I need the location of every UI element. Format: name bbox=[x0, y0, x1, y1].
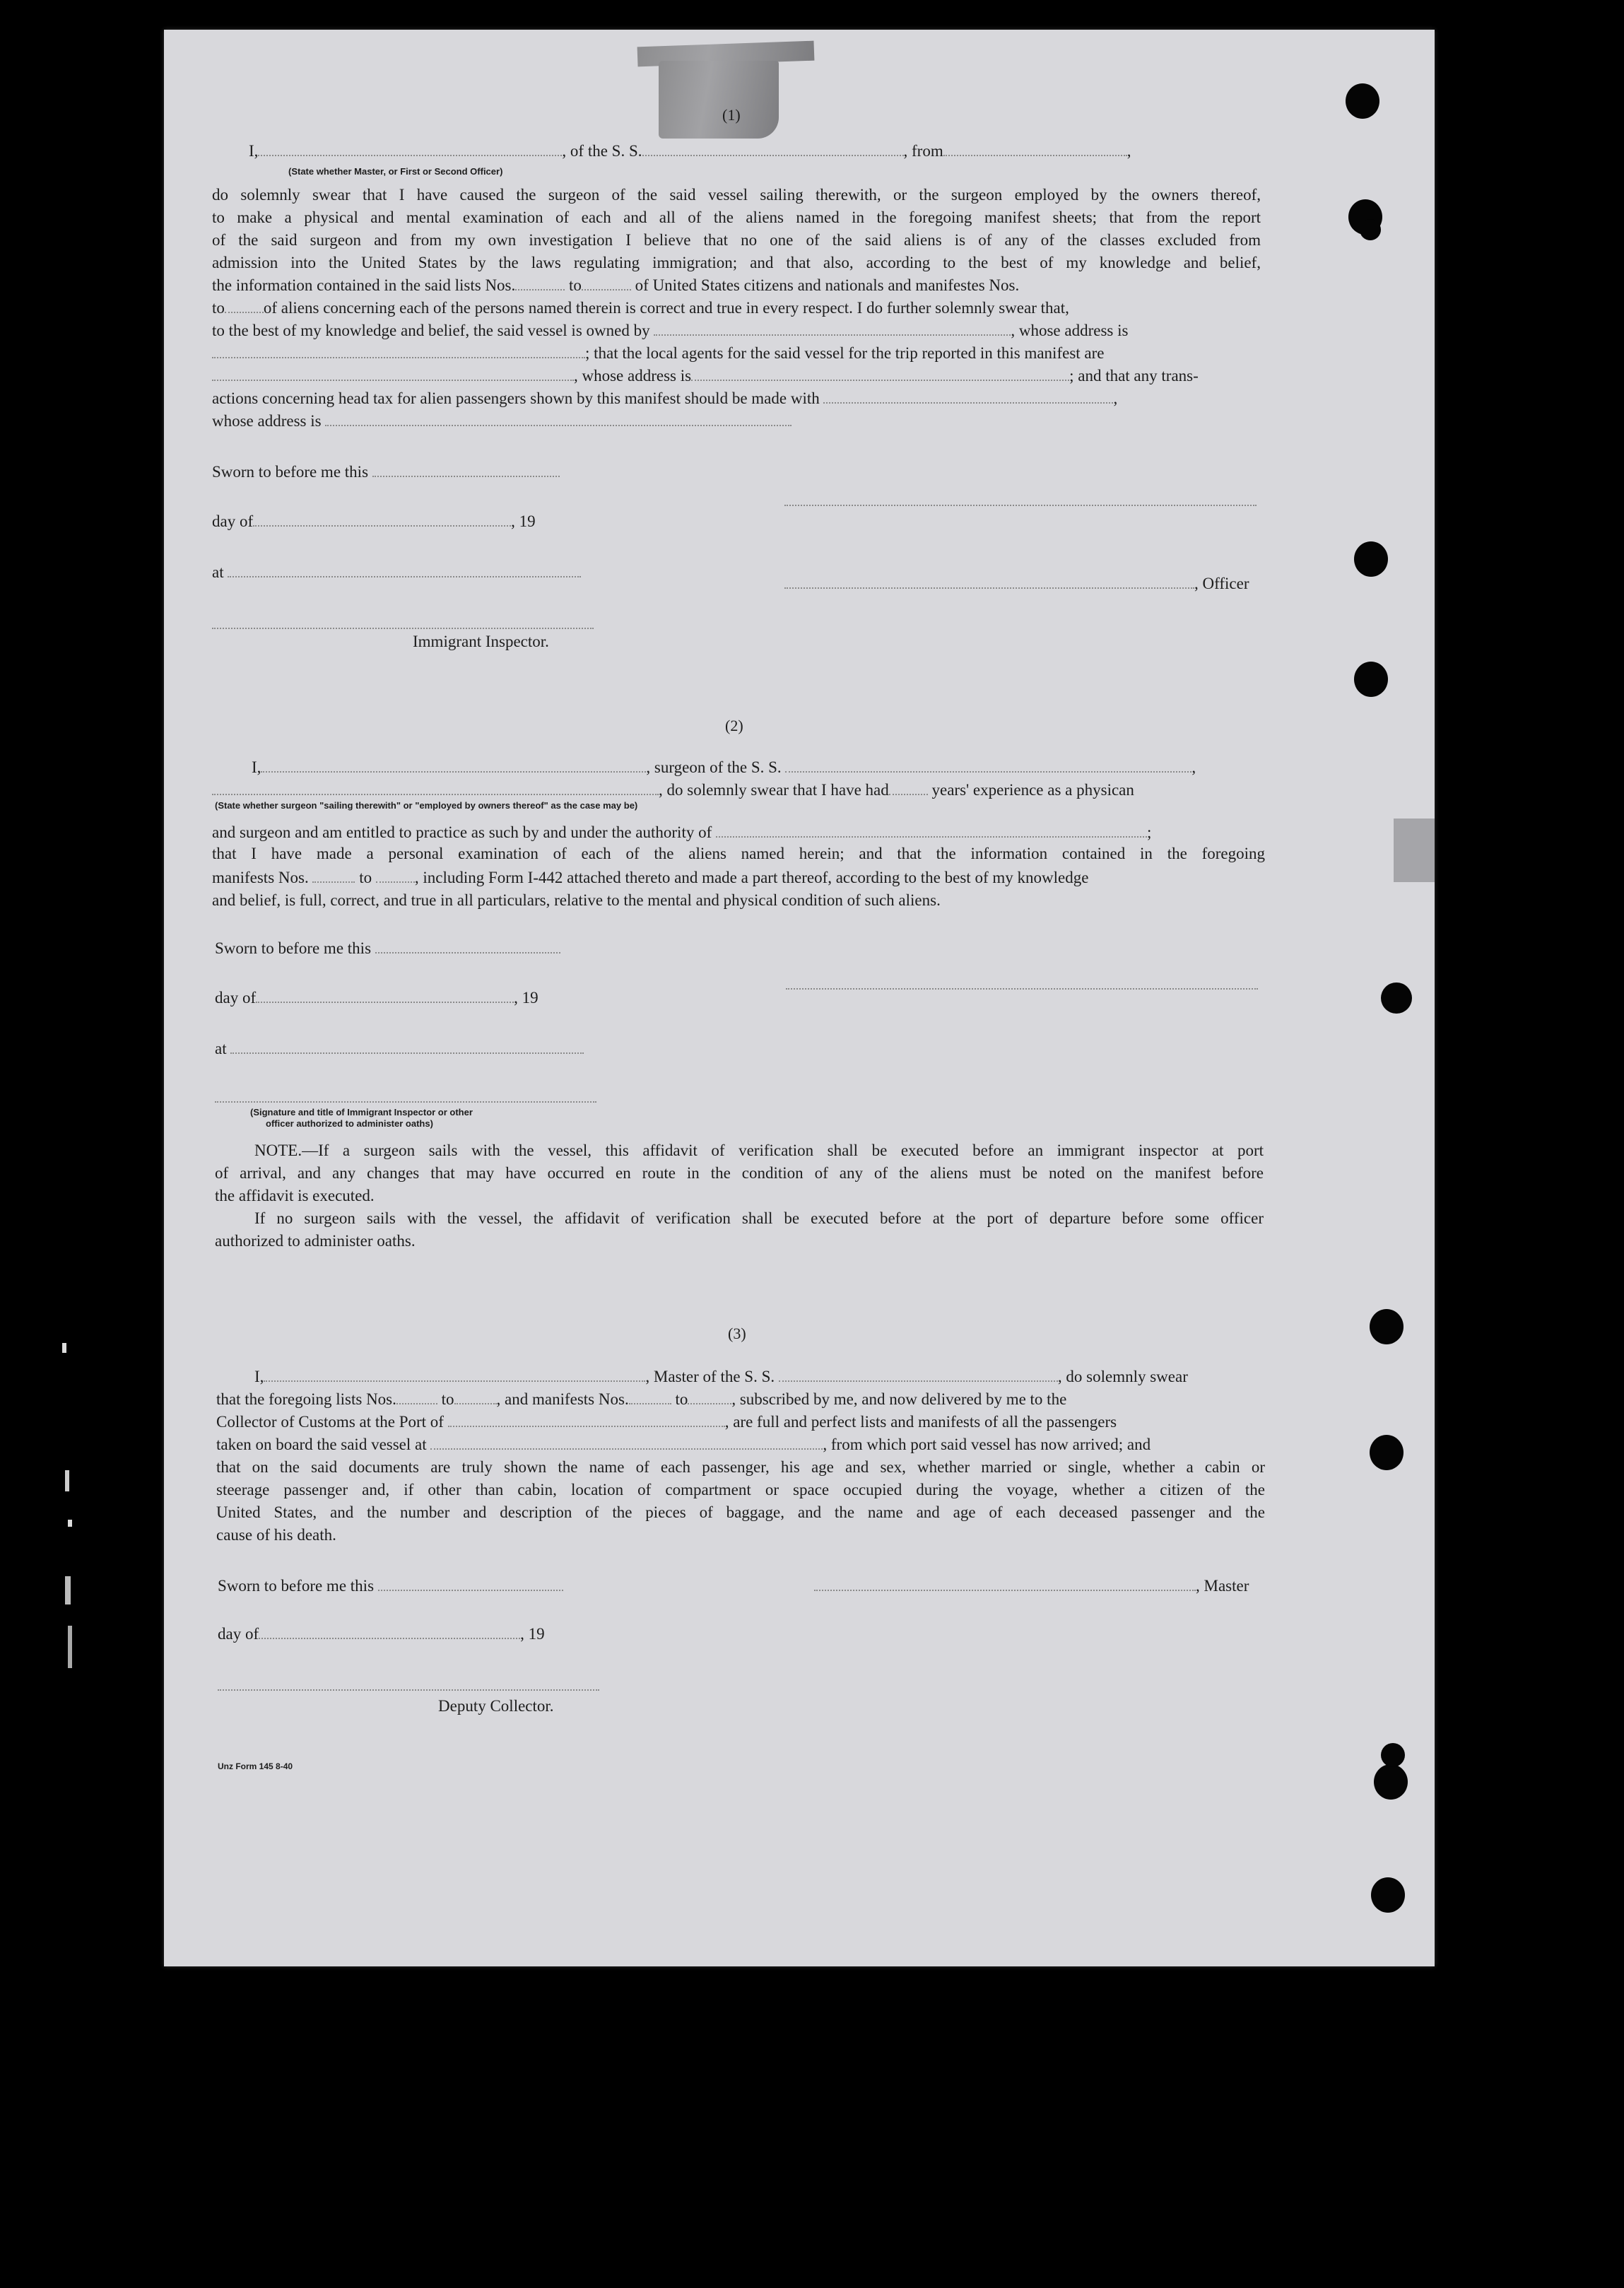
s1-signature-line bbox=[784, 505, 1257, 506]
tape-mark bbox=[659, 61, 779, 139]
s1-line1: I, , of the S. S. , from , bbox=[249, 142, 1131, 160]
s2-inspector-line bbox=[215, 1101, 596, 1103]
margin-mark bbox=[68, 1626, 72, 1668]
section-2-number: (2) bbox=[725, 717, 743, 734]
s3-deputy-line bbox=[218, 1689, 599, 1691]
s2-sig-note-1: (Signature and title of Immigrant Inspector or other bbox=[250, 1107, 473, 1117]
index-tab bbox=[1394, 819, 1435, 882]
s2-sig-note-2: officer authorized to administer oaths) bbox=[266, 1118, 433, 1129]
s1-line9: , whose address is ; and that any trans- bbox=[212, 366, 1199, 386]
document-page: (1) I, , of the S. S. , from , (State whether Master, or First or Second Officer) do solemnly swear that I have caused the surgeon of the said vessel sailing therewith, or the surgeon employed by the owners thereof, to make a physical and mental examination of each and all of the aliens named in the foregoing manifest sheets; that from the report of the said surgeon and from my own investigation I believe that no one of the said aliens is of any of the classes excluded from admission into the United States by the laws regulating immigration; and that also, according to the best of my knowledge and belief, the information contained in the said lists Nos. to of United States citizens and nationals and manifestes Nos. to of aliens concerning each of the persons named therein is correct and true in every respect. I do further solemnly swear that, to the best of my knowledge and belief, the said vessel is owned by , whose address is ; that the local agents for the said vessel for the trip reported in this manifest are , whose address is ; and that any trans- actions concerning head tax for alien passengers shown by this manifest should be made with , whose address is Sworn to before me this day of , 19 at , Officer Immigrant Inspector. (2) I, , surgeon of the S. S. , , do solemnly swear that I have had years' experience as a physican (State whether surgeon "sailing therewith" or "employed by owners thereof" as the case may be) and surgeon and am entitled to practice as such by and under the authority of ; that I have made a personal examination of each of the aliens named herein; and that the information contained in the foregoing manifests Nos. to , including Form I-442 attached thereto and made a part thereof, according to the best of my knowledge and belief, is full, correct, and true in all particulars, relative to the mental and physical condition of such aliens. Sworn to before me this day of , 19 at (Signature and title of Immigrant Inspector or other officer authorized to administer oaths) NOTE.—If a surgeon sails with the vessel, this affidavit of verification shall be executed before an immigrant inspector at port of arrival, and any changes that may have occurred en route in the condition of any of the aliens must be noted on the manifest before the affidavit is executed. If no surgeon sails with the vessel, the affidavit of verification shall be executed before at the port of departure before some officer authorized to administer oaths. (3) I, , Master of the S. S. , do solemnly swear that the foregoing lists Nos. to , and manifests Nos. to , subscribed by me, and now delivered by me to the Collector of Customs at the Port of , are full and perfect lists and manifests of all the passengers taken on board the said vessel at , from which port said vessel has now arrived; and that on the said documents are truly shown the name of each passenger, his age and sex, whether married or single, whether a cabin or steerage passenger and, if other than cabin, location of compartment or space occupied during the voyage, whether a citizen of the United States, and the number and description of the pieces of baggage, and the name and age of each deceased passenger and the cause of his death. Sworn to before me this , Master day of , 19 Deputy Collector. Unz Form 145 8-40 bbox=[164, 30, 1435, 1966]
s2-signature-line bbox=[786, 988, 1258, 990]
punch-hole bbox=[1360, 219, 1381, 240]
s3-line2: that the foregoing lists Nos. to , and manifests Nos. to , subscribed by me, and now delivered by me to the bbox=[216, 1390, 1067, 1408]
punch-hole bbox=[1354, 662, 1388, 697]
s2-line5: manifests Nos. to , including Form I-442 attached thereto and made a part thereof, according to the best of my knowledge bbox=[212, 869, 1089, 886]
punch-hole bbox=[1381, 982, 1412, 1014]
s1-line5: the information contained in the said lists Nos. to of United States citizens and nationals and manifestes Nos. bbox=[212, 276, 1020, 294]
s3-line1: I, , Master of the S. S. , do solemnly swear bbox=[254, 1368, 1188, 1385]
s3-day: day of , 19 bbox=[218, 1625, 545, 1643]
section-1-number: (1) bbox=[722, 106, 741, 124]
margin-mark bbox=[65, 1576, 71, 1604]
s1-officer: , Officer bbox=[784, 574, 1249, 594]
s1-inspector: Immigrant Inspector. bbox=[413, 633, 549, 650]
s1-line7: to the best of my knowledge and belief, the said vessel is owned by , whose address is bbox=[212, 322, 1129, 339]
margin-mark bbox=[65, 1470, 69, 1491]
s3-deputy: Deputy Collector. bbox=[438, 1697, 554, 1715]
s2-sworn: Sworn to before me this bbox=[215, 939, 560, 958]
s2-line4: that I have made a personal examination of each of the aliens named herein; and that the information contained in the foregoing bbox=[212, 845, 1265, 862]
punch-hole bbox=[1371, 1877, 1405, 1913]
margin-mark bbox=[68, 1520, 72, 1527]
margin-mark bbox=[62, 1343, 66, 1353]
punch-hole bbox=[1370, 1435, 1404, 1470]
section-3-number: (3) bbox=[728, 1325, 746, 1342]
punch-hole bbox=[1370, 1309, 1404, 1344]
s3-line3: Collector of Customs at the Port of , are full and perfect lists and manifests of all the passengers bbox=[216, 1413, 1117, 1431]
s1-day: day of , 19 bbox=[212, 512, 536, 530]
s1-line10: actions concerning head tax for alien passengers shown by this manifest should be made with , bbox=[212, 389, 1118, 407]
s1-inspector-line bbox=[212, 628, 594, 629]
s1-line11: whose address is bbox=[212, 411, 792, 431]
s2-line2: , do solemnly swear that I have had years' experience as a physican bbox=[212, 780, 1134, 800]
s1-sworn: Sworn to before me this bbox=[212, 462, 560, 482]
punch-hole bbox=[1346, 83, 1379, 119]
s2-at: at bbox=[215, 1039, 584, 1059]
s1-officer-note: (State whether Master, or First or Second Officer) bbox=[288, 166, 503, 177]
form-number: Unz Form 145 8-40 bbox=[218, 1761, 293, 1771]
s1-at: at bbox=[212, 563, 581, 582]
s2-line1: I, , surgeon of the S. S. , bbox=[252, 758, 1196, 776]
s2-line3: and surgeon and am entitled to practice as such by and under the authority of ; bbox=[212, 823, 1152, 841]
s2-line6: and belief, is full, correct, and true in all particulars, relative to the mental and physical condition of such aliens. bbox=[212, 891, 941, 909]
s3-line4: taken on board the said vessel at , from which port said vessel has now arrived; and bbox=[216, 1436, 1151, 1453]
s2-surgeon-note: (State whether surgeon "sailing therewith" or "employed by owners thereof" as the case may be) bbox=[215, 800, 638, 811]
s3-sworn: Sworn to before me this bbox=[218, 1576, 563, 1596]
punch-hole bbox=[1374, 1764, 1408, 1800]
punch-hole bbox=[1354, 541, 1388, 577]
punch-hole bbox=[1381, 1743, 1405, 1767]
s2-day: day of , 19 bbox=[215, 989, 539, 1007]
s1-line8: ; that the local agents for the said vessel for the trip reported in this manifest are bbox=[212, 344, 1104, 363]
s1-line6: to of aliens concerning each of the persons named therein is correct and true in every respect. I do further solemnly swear that, bbox=[212, 299, 1069, 317]
s3-master: , Master bbox=[814, 1576, 1249, 1596]
